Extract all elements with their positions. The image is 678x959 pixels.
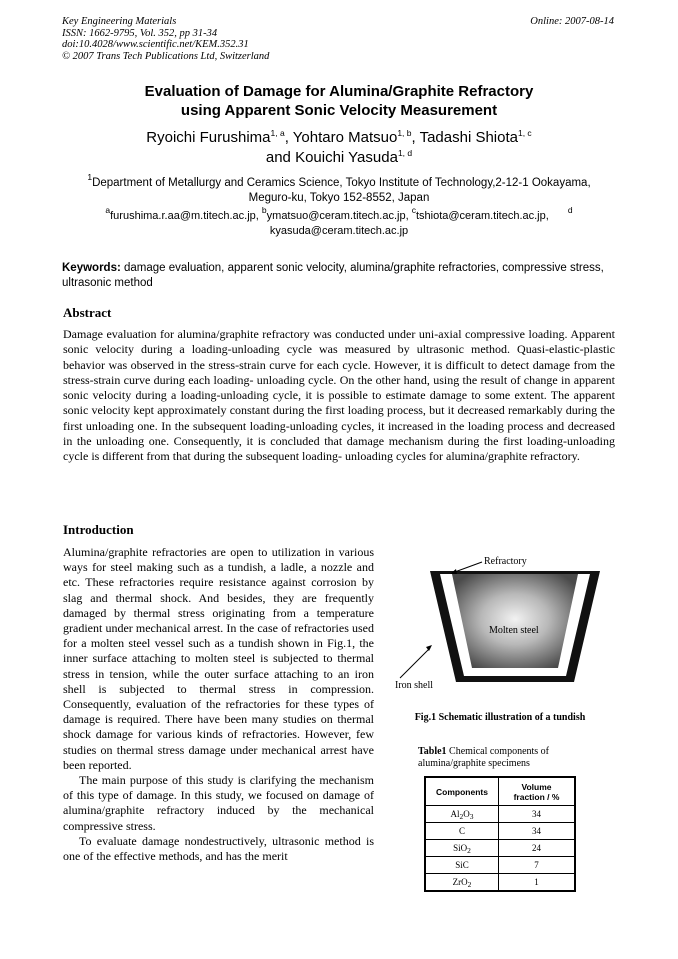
component-name: $Al_2O_3$ — [425, 806, 499, 823]
issn: ISSN: 1662-9795, Vol. 352, pp 31-34 — [62, 27, 218, 39]
copyright: © 2007 Trans Tech Publications Ltd, Switzerland — [62, 50, 270, 62]
header-volume-line-2: fraction / % — [513, 791, 560, 802]
abstract-heading: Abstract — [63, 305, 112, 320]
iron-shell-pointer — [400, 648, 430, 678]
molten-steel-shape — [452, 574, 578, 668]
email-c[interactable]: tshiota@ceram.titech.ac.jp, — [415, 210, 549, 222]
email-b-marker: b — [261, 205, 267, 215]
author-3-affil: 1, c — [517, 128, 532, 138]
table-1-caption — [418, 746, 583, 770]
email-b[interactable]: ymatsuo@ceram.titech.ac.jp, — [266, 210, 412, 222]
email-d-marker: d — [567, 205, 573, 215]
author-3: Tadashi Shiota — [419, 129, 518, 146]
email-c-marker: c — [411, 205, 416, 215]
component-name: SiC — [425, 857, 499, 874]
label-refractory: Refractory — [484, 556, 527, 567]
table-row — [425, 857, 575, 874]
component-value: 7 — [499, 857, 576, 874]
table-row — [425, 840, 575, 857]
table-1-label: Table1 — [418, 746, 447, 757]
component-value: 34 — [499, 806, 576, 823]
header-volume-line-1: Volume — [521, 781, 552, 792]
intro-paragraph-3: To evaluate damage nondestructively, ultrasonic method is one of the effective methods, and has the merit — [63, 833, 374, 864]
table-row — [425, 823, 575, 840]
introduction-heading: Introduction — [63, 522, 134, 537]
iron-shell-arrowhead — [426, 645, 432, 651]
affiliation — [62, 172, 616, 206]
component-name: SiO$_2$ — [425, 840, 499, 857]
title-line-1: Evaluation of Damage for Alumina/Graphite Refractory — [144, 83, 534, 100]
table-row — [425, 806, 575, 823]
affiliation-line-1: Department of Metallurgy and Ceramics Science, Tokyo Institute of Technology,2-12-1 Ookayama, — [92, 177, 591, 189]
journal-name: Key Engineering Materials — [62, 16, 177, 27]
email-d[interactable]: kyasuda@ceram.titech.ac.jp — [269, 225, 409, 237]
author-1: Ryoichi Furushima — [146, 129, 271, 146]
table-row — [425, 874, 575, 892]
abstract-text: Damage evaluation for alumina/graphite refractory was conducted under uni-axial compressive loading. Apparent sonic velocity during a loading-unloading cycle was measured by ultrasonic method. Quasi-elastic-plastic behavior was observed in the stress-strain curve for each cycle. However, it is difficult to detect damage from the stress-strain curve during each loading- unloading cycle. On the other hand, using the result of change in apparent sonic velocity during a loading-unloading cycle, it is possible to estimate damage to some extent. The apparent sonic velocity kept approximately constant during the first loading process, but it decreased remarkably during the first unloading one. In the subsequent loading-unloading cycles, it increased in the loading process and decreased in the unloading one. Consequently, it is concluded that damage mechanism during the first loading-unloading cycle is different from that during the subsequent loading- unloading cycles for alumina/graphite refractory. — [63, 327, 615, 464]
author-4: and Kouichi Yasuda — [265, 149, 398, 166]
header-volume-fraction — [499, 777, 576, 806]
component-value: 34 — [499, 823, 576, 840]
keywords — [62, 261, 616, 290]
tundish-figure — [390, 548, 620, 724]
author-1-affil: 1, a — [270, 128, 285, 138]
title-line-2: using Apparent Sonic Velocity Measurement — [180, 102, 498, 119]
author-separator: , — [284, 129, 293, 146]
component-value: 1 — [499, 874, 576, 892]
keywords-text: damage evaluation, apparent sonic velocity, alumina/graphite refractories, compressive stress, ultrasonic method — [62, 262, 604, 289]
label-iron-shell: Iron shell — [395, 680, 434, 691]
journal-header — [62, 16, 269, 62]
keywords-label: Keywords: — [62, 262, 121, 274]
intro-paragraph-2: The main purpose of this study is clarifying the mechanism of this type of damage. In this study, we focused on damage of alumina/graphite refractory induced by the mechanical compressive stress. — [63, 773, 374, 833]
author-2-affil: 1, b — [397, 128, 412, 138]
doi: doi:10.4028/www.scientific.net/KEM.352.31 — [62, 39, 249, 51]
table-header-row — [425, 777, 575, 806]
label-molten-steel: Molten steel — [489, 625, 539, 636]
intro-paragraph-1: Alumina/graphite refractories are open to utilization in various ways for steel making such as a tundish, a ladle, a nozzle and etc. These refractories require resistance against corrosion by slag and thermal shock. And besides, they are frequently damaged by thermal stress originating from a temperature gradient under mechanical arrest. In the case of refractories used for a molten steel vessel such as a tundish shown in Fig.1, the inner surface attaching to molten steel is subjected to thermal stress in tension, while the outer surface attaching to an iron shell is subjected to thermal stress in compression. Consequently, evaluation of the refractories for these types of damage is required. There have been many studies on thermal shock damage for various kinds of refractories. However, few studies on thermal stress damage under mechanical arrest have been reported. — [63, 545, 374, 772]
email-a-marker: a — [105, 205, 111, 215]
email-a[interactable]: furushima.r.aa@m.titech.ac.jp, — [110, 210, 262, 222]
affiliation-line-2: Meguro-ku, Tokyo 152-8552, Japan — [248, 192, 430, 204]
online-date: Online: 2007-08-14 — [530, 16, 614, 27]
component-name: ZrO$_2$ — [425, 874, 499, 892]
author-separator: , — [411, 129, 420, 146]
introduction-body — [63, 545, 374, 864]
component-name: C — [425, 823, 499, 840]
affiliation-marker: 1 — [87, 172, 93, 182]
email-list — [62, 205, 616, 239]
components-table — [424, 776, 576, 892]
author-4-affil: 1, d — [397, 148, 413, 158]
table-1-caption-text: Chemical components of alumina/graphite specimens — [418, 746, 550, 769]
paper-title — [40, 82, 638, 120]
figure-1-caption: Fig.1 Schematic illustration of a tundish — [414, 712, 586, 723]
author-2: Yohtaro Matsuo — [292, 129, 398, 146]
author-list — [40, 128, 638, 168]
header-components: Components — [425, 777, 499, 806]
component-value: 24 — [499, 840, 576, 857]
